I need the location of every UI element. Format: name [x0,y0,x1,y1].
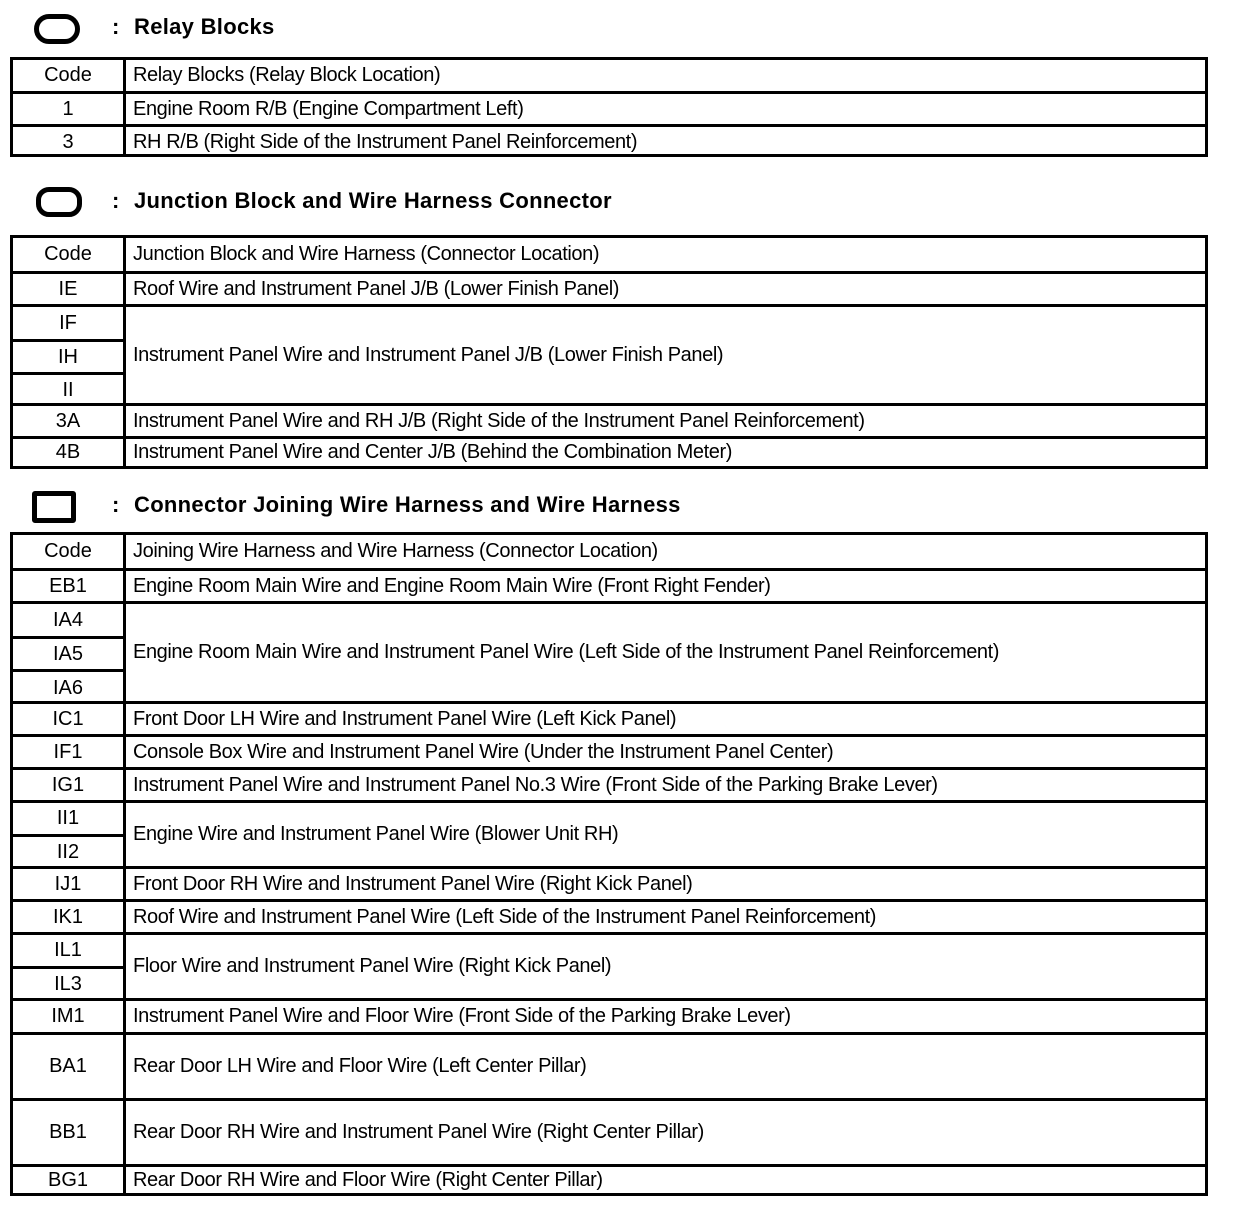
code-cell: IM1 [51,1005,85,1027]
description-cell: Engine Wire and Instrument Panel Wire (Blower Unit RH) [133,823,619,845]
description-cell: Floor Wire and Instrument Panel Wire (Right Kick Panel) [133,955,612,977]
junction-block-table [10,235,1208,469]
description-cell: Roof Wire and Instrument Panel Wire (Left Side of the Instrument Panel Reinforcement) [133,905,877,928]
code-cell: EB1 [49,574,87,597]
table-header-row [13,535,1205,568]
code-cell: IA6 [52,676,84,699]
code-cell: IF [59,311,77,334]
code-header: Code [44,540,92,562]
table-row-group [13,932,1205,998]
connector-symbol-icon [32,491,76,523]
code-cell: BA1 [49,1055,87,1077]
code-header: Code [44,243,92,265]
description-header: Relay Blocks (Relay Block Location) [133,64,441,86]
code-cell: 4B [55,441,81,463]
code-cell: IF1 [53,740,83,763]
description-cell: Instrument Panel Wire and Instrument Panel No.3 Wire (Front Side of the Parking Brake Lever) [133,773,938,796]
table-row [13,271,1205,304]
table-row [13,1098,1205,1164]
table-row [13,568,1205,601]
description-cell: RH R/B (Right Side of the Instrument Panel Reinforcement) [133,130,638,153]
code-cell: IL1 [54,939,82,961]
table-row [13,1164,1205,1193]
table-row [13,436,1205,466]
colon: : [112,14,120,39]
table-row [13,403,1205,436]
code-cell: IH [58,345,78,368]
code-cell: IE [58,277,78,300]
description-cell: Roof Wire and Instrument Panel J/B (Lower Finish Panel) [133,277,619,300]
description-cell: Front Door RH Wire and Instrument Panel Wire (Right Kick Panel) [133,872,693,895]
description-cell: Engine Room R/B (Engine Compartment Left) [133,97,524,120]
code-cell: BG1 [47,1168,89,1191]
table-row [13,866,1205,899]
code-cell: IK1 [52,905,84,928]
description-cell: Rear Door RH Wire and Instrument Panel Wire (Right Center Pillar) [133,1121,704,1143]
table-row [13,734,1205,767]
code-cell: IJ1 [54,872,82,895]
code-cell: BB1 [49,1121,87,1143]
colon: : [112,188,120,213]
code-cell: 3A [55,409,81,432]
description-header: Joining Wire Harness and Wire Harness (Connector Location) [133,540,658,562]
table-row [13,91,1205,124]
description-cell: Rear Door RH Wire and Floor Wire (Right Center Pillar) [133,1168,603,1191]
code-cell: 3 [62,130,74,153]
description-cell: Instrument Panel Wire and RH J/B (Right Side of the Instrument Panel Reinforcement) [133,409,865,432]
junction-block-symbol-icon [36,187,82,217]
section-title: Relay Blocks [134,14,275,39]
colon: : [112,492,120,517]
description-cell: Instrument Panel Wire and Floor Wire (Front Side of the Parking Brake Lever) [133,1005,791,1027]
relay-blocks-table [10,57,1208,157]
description-cell: Engine Room Main Wire and Instrument Panel Wire (Left Side of the Instrument Panel Reinforcement) [133,641,1000,663]
code-header: Code [44,64,92,86]
description-cell: Instrument Panel Wire and Center J/B (Behind the Combination Meter) [133,441,733,463]
description-header: Junction Block and Wire Harness (Connector Location) [133,243,600,265]
table-row-group [13,800,1205,866]
table-row [13,998,1205,1032]
description-cell: Instrument Panel Wire and Instrument Panel J/B (Lower Finish Panel) [133,343,724,366]
code-cell: II2 [56,840,80,863]
description-cell: Console Box Wire and Instrument Panel Wire (Under the Instrument Panel Center) [133,740,834,763]
connector-table [10,532,1208,1196]
code-cell: IG1 [51,773,85,796]
section-title: Junction Block and Wire Harness Connector [134,188,612,213]
table-row [13,1032,1205,1098]
code-cell: II1 [56,807,80,829]
table-row [13,767,1205,800]
description-cell: Engine Room Main Wire and Engine Room Main Wire (Front Right Fender) [133,574,771,597]
table-row [13,701,1205,734]
section-title: Connector Joining Wire Harness and Wire Harness [134,492,681,517]
table-header-row [13,60,1205,91]
code-cell: 1 [62,97,74,120]
relay-block-symbol-icon [34,14,80,44]
code-cell: II [62,379,74,401]
description-cell: Front Door LH Wire and Instrument Panel Wire (Left Kick Panel) [133,707,677,730]
table-row-group [13,601,1205,701]
description-cell: Rear Door LH Wire and Floor Wire (Left Center Pillar) [133,1055,587,1077]
table-row-group [13,304,1205,403]
code-cell: IL3 [54,972,82,995]
code-cell: IA4 [52,608,84,631]
table-row [13,124,1205,157]
code-cell: IA5 [52,642,84,665]
table-header-row [13,238,1205,271]
table-row [13,899,1205,932]
code-cell: IC1 [52,707,84,730]
